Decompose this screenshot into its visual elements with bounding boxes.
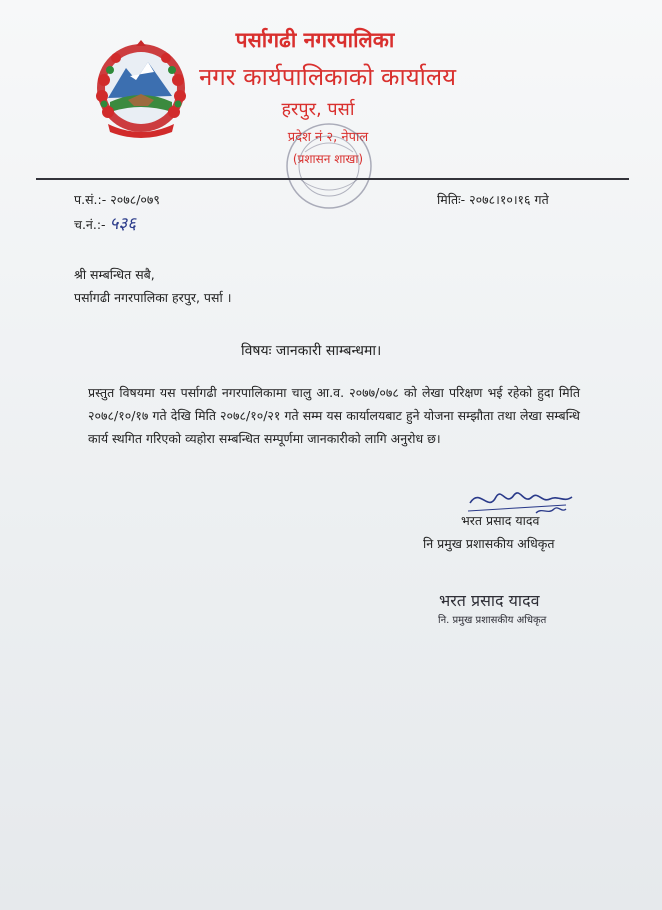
province-line: प्रदेश नं २, नेपाल — [287, 130, 369, 145]
header-divider — [36, 178, 629, 180]
municipality-name: पर्सागढी नगरपालिका — [235, 28, 395, 52]
name-stamp: भरत प्रसाद यादव — [439, 591, 540, 610]
title-stamp: नि. प्रमुख प्रशासकीय अधिकृत — [438, 615, 547, 626]
letter-body: प्रस्तुत विषयमा यस पर्सागढी नगरपालिकामा चालु आ.व. २०७७/०७८ को लेखा परिक्षण भई रहेको हुदा मिति २०७८/१०/१७ गते देखि मिति २०७८/१०/२१ गते सम्म यस कार्यालयबाट हुने योजना सम्झौता तथा लेखा सम्बन्धि कार्य स्थगित गरिएको व्यहोरा सम्बन्धित सम्पूर्णमा जानकारीको लागि अनुरोध छ। — [88, 385, 580, 446]
addressee-line-2: पर्सागढी नगरपालिका हरपुर, पर्सा । — [74, 290, 232, 305]
dispatch-number — [74, 211, 136, 234]
signatory-name: भरत प्रसाद यादव — [461, 513, 540, 528]
reference-number: प.सं.:- २०७८/०७९ — [74, 192, 160, 207]
nepal-emblem-icon — [92, 40, 190, 140]
letter-date: मितिः- २०७८।१०।१६ गते — [437, 192, 549, 207]
section-line: (प्रशासन शाखा) — [292, 152, 364, 166]
addressee-line-1: श्री सम्बन्धित सबै, — [74, 267, 155, 282]
dispatch-label: च.नं.:- — [74, 217, 106, 232]
office-name: नगर कार्यपालिकाको कार्यालय — [198, 63, 457, 91]
signatory-title: नि प्रमुख प्रशासकीय अधिकृत — [423, 536, 555, 551]
office-location: हरपुर, पर्सा — [281, 99, 355, 120]
dispatch-value: ५३६ — [109, 214, 137, 234]
subject-line: विषयः जानकारी साम्बन्धमा। — [241, 343, 382, 359]
office-stamp-icon — [281, 118, 377, 214]
